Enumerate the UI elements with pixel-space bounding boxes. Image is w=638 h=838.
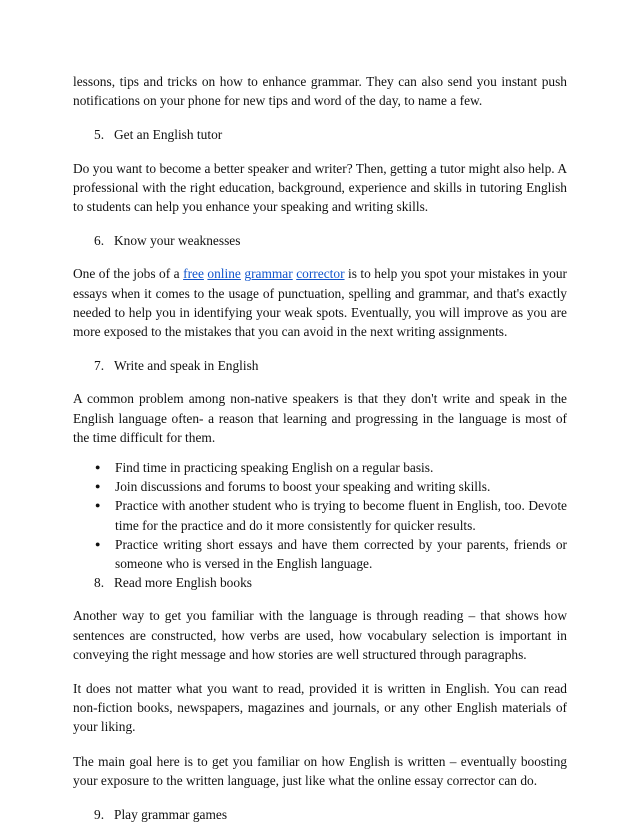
heading-read-books (94, 573, 567, 592)
link-grammar[interactable]: grammar (244, 266, 293, 282)
paragraph-weaknesses (73, 264, 567, 341)
bullet-icon: ● (95, 462, 101, 473)
bullet-icon: ● (95, 481, 101, 492)
heading-text: Know your weaknesses (114, 233, 241, 249)
list-item (73, 458, 567, 477)
heading-text: Read more English books (114, 575, 252, 591)
paragraph-text: One of the jobs of a (73, 266, 184, 282)
list-item-text: Join discussions and forums to boost your speaking and writing skills. (115, 479, 491, 495)
heading-write-speak (94, 356, 567, 375)
heading-grammar-games (94, 805, 567, 824)
heading-text: Write and speak in English (114, 358, 259, 374)
heading-number: 8. (94, 575, 105, 591)
link-online[interactable]: online (207, 266, 241, 282)
heading-text: Get an English tutor (114, 127, 223, 143)
paragraph-read-3: The main goal here is to get you familiar on how English is written – eventually boosting your exposure to the written language, just like what the online essay corrector can do. (73, 753, 567, 788)
paragraph-write-speak: A common problem among non-native speakers is that they don't write and speak in the English language often- a reason that learning and progressing in the language is most of the time difficult for them. (73, 391, 567, 445)
list-item (73, 477, 567, 496)
heading-know-weaknesses (94, 231, 567, 250)
paragraph-read-2: It does not matter what you want to read, provided it is written in English. You can read non-fiction books, newspapers, magazines and journals, or any other English materials of your liking. (73, 681, 567, 735)
heading-number: 9. (94, 807, 105, 823)
heading-number: 7. (94, 358, 105, 374)
paragraph-intro: lessons, tips and tricks on how to enhance grammar. They can also send you instant push notifications on your phone for new tips and word of the day, to name a few. (73, 74, 567, 109)
list-item (73, 535, 567, 573)
list-item-text: Find time in practicing speaking English on a regular basis. (115, 460, 434, 476)
heading-text: Play grammar games (114, 807, 228, 823)
heading-number: 6. (94, 233, 105, 249)
paragraph-read-1: Another way to get you familiar with the language is through reading – that shows how sentences are constructed, how verbs are used, how vocabulary selection is important in conveying the right message and how stories are well structured through paragraphs. (73, 608, 567, 662)
bullet-icon: ● (95, 500, 101, 511)
paragraph-tutor: Do you want to become a better speaker and writer? Then, getting a tutor might also help. A professional with the right education, background, experience and skills in tutoring English to students can help you enhance your speaking and writing skills. (73, 160, 567, 215)
paragraph-text: is to help you spot your mistakes in your essays when it comes to the usage of punctuation, spelling and grammar, and that's exactly needed to help you in identifying your weak spots. Eventually, you will improve as you are more exposed to the mistakes that you can avoid in the next writing assignments. (73, 266, 567, 340)
link-free[interactable]: free (183, 266, 204, 282)
bullet-icon: ● (95, 538, 101, 549)
heading-get-tutor (94, 125, 567, 144)
bullet-list (73, 458, 567, 573)
list-item-text: Practice writing short essays and have them corrected by your parents, friends or someone who is versed in the English language. (115, 536, 567, 572)
link-corrector[interactable]: corrector (296, 266, 345, 282)
heading-number: 5. (94, 127, 105, 143)
list-item (73, 496, 567, 534)
list-item-text: Practice with another student who is trying to become fluent in English, too. Devote time for the practice and do it more consistently for quicker results. (115, 498, 567, 533)
document-page (73, 72, 567, 838)
